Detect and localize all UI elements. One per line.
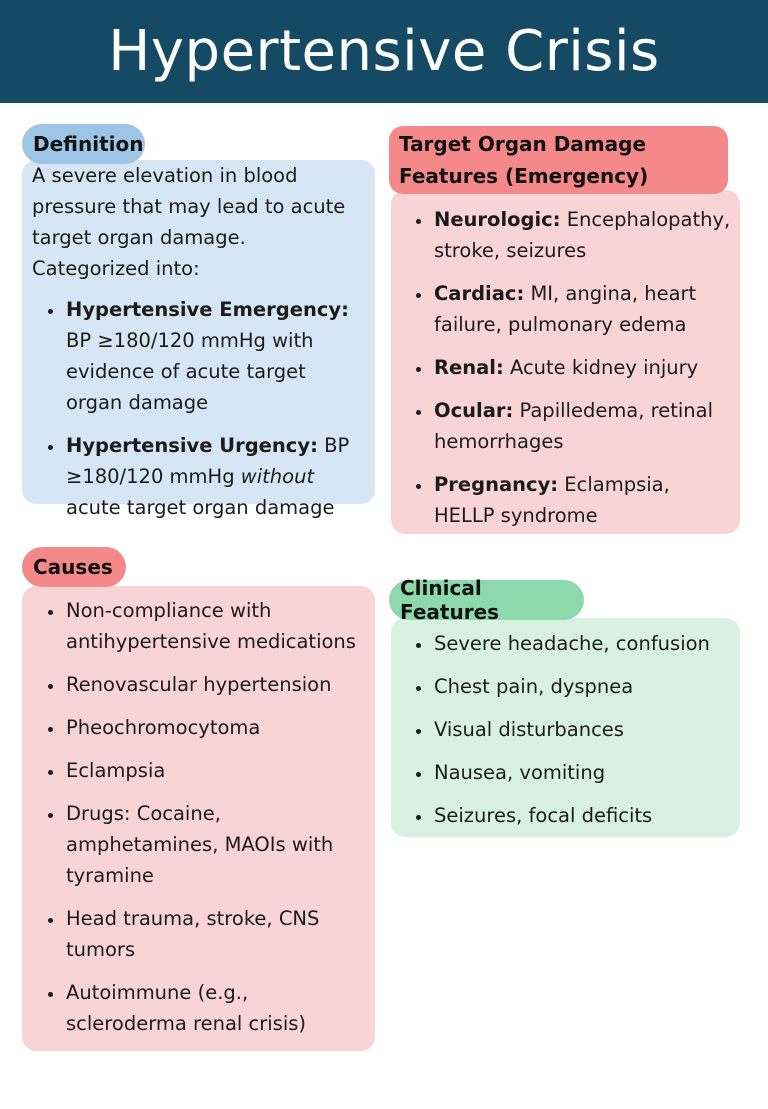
- causes-label-text: Causes: [33, 555, 113, 579]
- list-item-emphasis: without: [240, 465, 315, 488]
- list-item-term: Neurologic:: [434, 208, 561, 231]
- list-item: • Non-compliance with antihypertensive medications: [64, 595, 367, 657]
- list-item: • Chest pain, dyspnea: [432, 671, 732, 702]
- clinical-box: [391, 618, 740, 837]
- list-item-text: Eclampsia, HELLP syndrome: [434, 473, 670, 527]
- list-item-term: Cardiac:: [434, 282, 525, 305]
- causes-box: [22, 586, 375, 1051]
- definition-label-text: Definition: [33, 132, 144, 156]
- list-item-term: Hypertensive Urgency:: [66, 434, 318, 457]
- list-item: • Head trauma, stroke, CNS tumors: [64, 903, 367, 965]
- definition-label: [22, 124, 145, 164]
- list-item: • Autoimmune (e.g., scleroderma renal crisis): [64, 977, 367, 1039]
- list-item-text: acute target organ damage: [66, 496, 335, 519]
- target-organ-list: [391, 204, 732, 531]
- list-item: • Eclampsia: [64, 755, 367, 786]
- list-item: • Pheochromocytoma: [64, 712, 367, 743]
- clinical-label: [389, 576, 584, 624]
- definition-box: [22, 160, 375, 519]
- list-item-text: BP ≥180/120 mmHg with evidence of acute target organ damage: [66, 329, 314, 414]
- list-item-text: Papilledema, retinal hemorrhages: [434, 399, 714, 453]
- causes-label: [22, 547, 126, 587]
- clinical-label-text: Clinical Features: [400, 576, 500, 624]
- definition-list: [32, 294, 365, 523]
- list-item: [432, 395, 732, 457]
- list-item: • Visual disturbances: [432, 714, 732, 745]
- list-item: • Severe headache, confusion: [432, 628, 732, 659]
- list-item: • Renovascular hypertension: [64, 669, 367, 700]
- target-organ-box: [391, 190, 740, 534]
- target-organ-label: [389, 126, 728, 194]
- clinical-list: [391, 628, 732, 831]
- target-organ-label-text: Target Organ Damage Features (Emergency): [399, 132, 649, 188]
- title-banner: [0, 0, 768, 103]
- list-item: [432, 204, 732, 266]
- causes-list: [22, 595, 367, 1039]
- list-item: [432, 469, 732, 531]
- definition-intro: A severe elevation in blood pressure that may lead to acute target organ damage. Categorized into:: [32, 164, 346, 280]
- list-item: • Drugs: Cocaine, amphetamines, MAOIs with tyramine: [64, 798, 367, 891]
- list-item: [432, 278, 732, 340]
- list-item-text: Encephalopathy, stroke, seizures: [434, 208, 731, 262]
- list-item: • Nausea, vomiting: [432, 757, 732, 788]
- list-item-term: Hypertensive Emergency:: [66, 298, 349, 321]
- list-item: [64, 430, 365, 523]
- list-item-text: BP ≥180/120 mmHg: [66, 434, 350, 488]
- list-item: [432, 352, 732, 383]
- page-title: Hypertensive Crisis: [108, 19, 660, 84]
- list-item-text: MI, angina, heart failure, pulmonary edema: [434, 282, 697, 336]
- list-item-term: Ocular:: [434, 399, 514, 422]
- list-item-term: Pregnancy:: [434, 473, 559, 496]
- list-item-term: Renal:: [434, 356, 504, 379]
- list-item-text: Acute kidney injury: [503, 356, 699, 379]
- list-item: • Seizures, focal deficits: [432, 800, 732, 831]
- list-item: [64, 294, 365, 418]
